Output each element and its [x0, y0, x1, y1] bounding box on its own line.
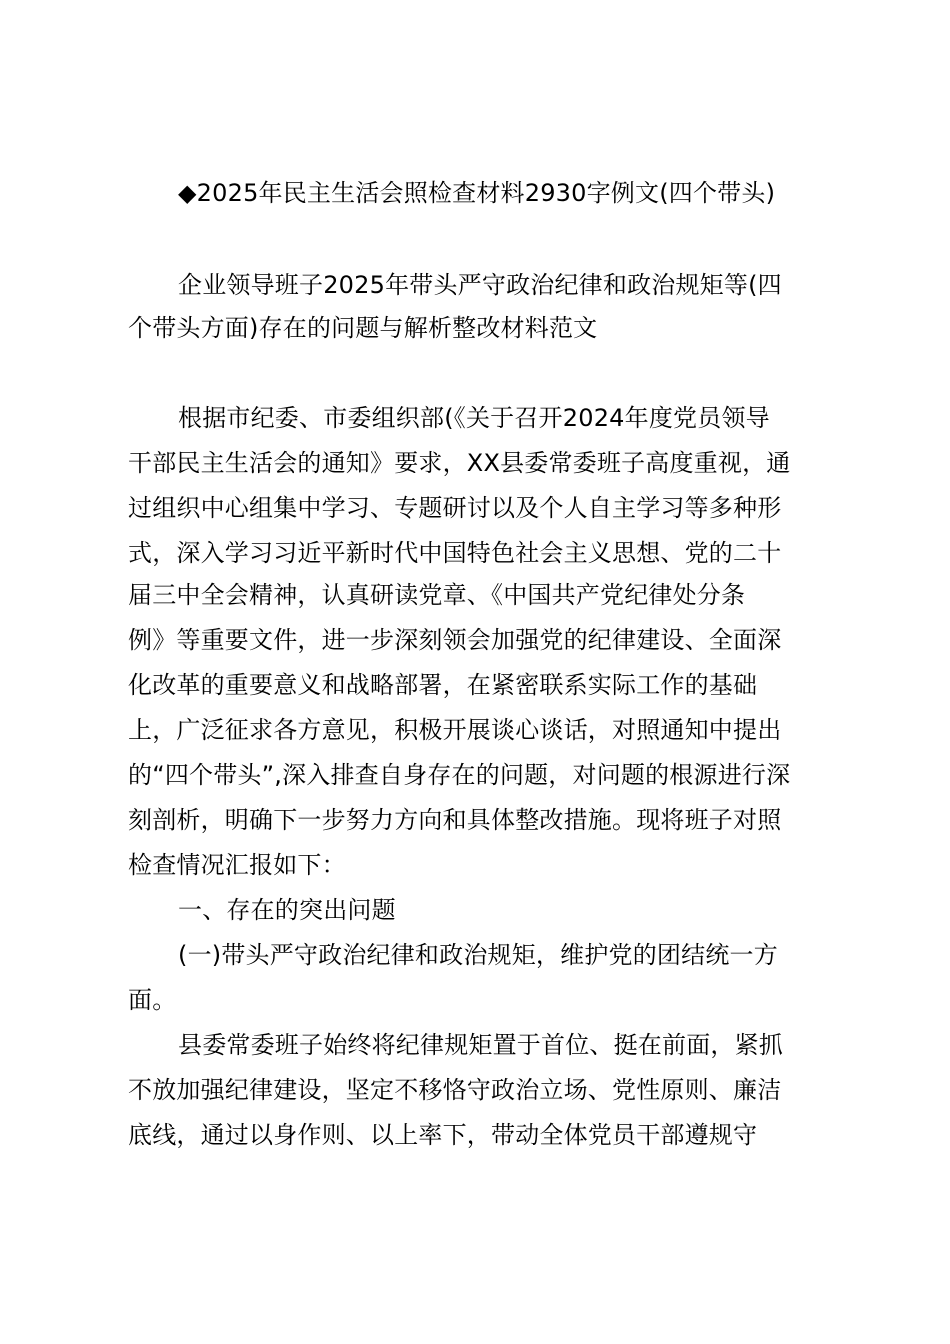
- subtitle-line-1: 企业领导班子2025年带头严守政治纪律和政治规矩等(四: [178, 271, 782, 299]
- intro-line-8: 上，广泛征求各方意见，积极开展谈心谈话，对照通知中提出: [128, 716, 782, 744]
- intro-line-11: 检查情况汇报如下：: [128, 851, 346, 879]
- intro-line-7: 化改革的重要意义和战略部署，在紧密联系实际工作的基础: [128, 671, 758, 699]
- intro-line-4: 式，深入学习习近平新时代中国特色社会主义思想、党的二十: [128, 539, 782, 567]
- subsection-heading-line-2: 面。: [128, 986, 177, 1014]
- subtitle-line-2: 个带头方面)存在的问题与解析整改材料范文: [128, 314, 598, 342]
- intro-line-1: 根据市纪委、市委组织部(《关于召开2024年度党员领导: [178, 404, 770, 432]
- intro-line-9: 的“四个带头”,深入排查自身存在的问题，对问题的根源进行深: [128, 761, 791, 789]
- intro-line-3: 过组织中心组集中学习、专题研讨以及个人自主学习等多种形: [128, 494, 782, 522]
- intro-line-5: 届三中全会精神，认真研读党章、《中国共产党纪律处分条: [128, 581, 746, 609]
- body-line-3: 底线，通过以身作则、以上率下，带动全体党员干部遵规守: [128, 1121, 758, 1149]
- document-title: ◆2025年民主生活会照检查材料2930字例文(四个带头): [178, 179, 776, 207]
- body-line-1: 县委常委班子始终将纪律规矩置于首位、挺在前面，紧抓: [178, 1031, 783, 1059]
- section-heading: 一、存在的突出问题: [178, 896, 396, 924]
- subsection-heading-line-1: (一)带头严守政治纪律和政治规矩，维护党的团结统一方: [178, 941, 778, 969]
- intro-line-2: 干部民主生活会的通知》要求，XX县委常委班子高度重视，通: [128, 449, 791, 477]
- intro-line-6: 例》等重要文件，进一步深刻领会加强党的纪律建设、全面深: [128, 626, 782, 654]
- intro-line-10: 刻剖析，明确下一步努力方向和具体整改措施。现将班子对照: [128, 806, 782, 834]
- body-line-2: 不放加强纪律建设，坚定不移恪守政治立场、党性原则、廉洁: [128, 1076, 782, 1104]
